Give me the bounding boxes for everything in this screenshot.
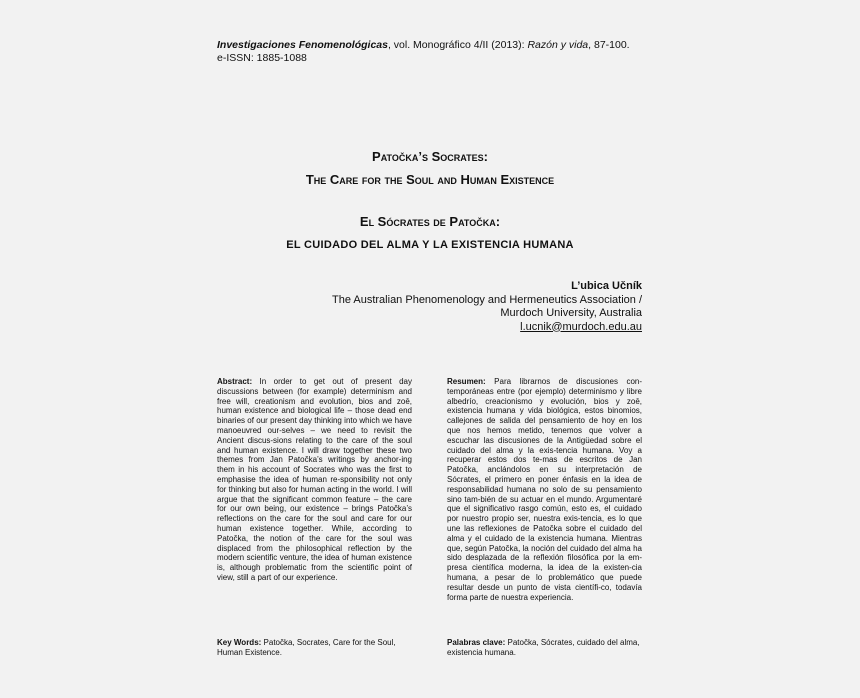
keywords-label: Key Words: xyxy=(217,638,262,647)
abstract-text: In order to get out of present day discussions between (for example) determinism and free will, creationism and evolution, bios and zoē, human existence and biological life – those dead end binaries of our present day thinking into which we have manoeuvred our-selves – we need to revisit the Ancient discus-sions relating to the care of the soul and human existence. I will draw together these two themes from Jan Patočka’s writings by anchor-ing them in his account of Socrates who was the first to emphasise the idea of human re-sponsibility not only for thinking but also for human acting in the world. I will argue that the significant common feature – the care for our own being, our existence – brings Patočka’s reflections on the care for the soul and care for our human existence together. While, according to Patočka, the notion of the care for the soul was displaced from the philosophical reflection by the modern scientific venture, the idea of human existence is, although problematic from the scientific point of view, still a part of our experience. xyxy=(217,377,412,582)
author-affiliation-2: Murdoch University, Australia xyxy=(500,307,642,319)
volume-info: , vol. Monográfico 4/II (2013): xyxy=(387,39,528,51)
author-name: L’ubica Učník xyxy=(571,280,642,292)
title-spanish-main: El Sócrates de Patočka: xyxy=(359,214,501,229)
issue-title: Razón y vida xyxy=(527,39,589,51)
resumen-label: Resumen: xyxy=(447,377,486,386)
keywords-text: Patočka, Socrates, Care for the Soul, Human Existence. xyxy=(217,638,396,657)
title-spanish-subtitle: EL CUIDADO DEL ALMA Y LA EXISTENCIA HUMANA xyxy=(286,239,574,251)
journal-name: Investigaciones Fenomenológicas xyxy=(217,39,388,51)
abstract-english xyxy=(217,377,412,583)
resumen-text: Para librarnos de discusiones con-temporáneas entre (por ejemplo) determinismo y libre albedrío, creacionismo y evolución, bios y zoē, existencia humana y vida biológica, estos binomios, callejones de salida del pensamiento de hoy en los que nos hemos metido, tenemos que volver a escuchar las discusiones de la Antigüedad sobre el cuidado del alma y la exis-tencia humana. Voy a recuperar estos dos te-mas de escritos de Jan Patočka, anclándolos en su interpretación de Sócrates, el primero en poner énfasis en la idea de responsabilidad humana no solo de su pensamiento sino tam-bién de su actuar en el mundo. Argumentaré que el significativo rasgo común, esto es, el cuidado por nuestro propio ser, nuestra exis-tencia, es lo que une las reflexiones de Patočka sobre el cuidado del alma y el cuidado de la existencia humana. Mientras que, según Patočka, la noción del cuidado del alma ha sido desplazada de la reflexión filosófica por la em-presa científica moderna, la idea de la existen-cia humana, a pesar de lo problemático que puede resultar desde un punto de vista científi-co, todavía forma parte de nuestra experiencia. xyxy=(447,377,642,602)
eissn: e-ISSN: 1885-1088 xyxy=(217,52,307,64)
keywords-spanish xyxy=(447,638,642,658)
citation-line xyxy=(217,39,630,52)
journal-header xyxy=(217,39,630,65)
keywords-english xyxy=(217,638,412,658)
abstract-spanish xyxy=(447,377,642,602)
abstract-label: Abstract: xyxy=(217,377,253,386)
palabras-text: Patočka, Sócrates, cuidado del alma, existencia humana. xyxy=(447,638,640,657)
title-english-main: Patočka’s Socrates: xyxy=(372,149,488,164)
author-email-link[interactable]: l.ucnik@murdoch.edu.au xyxy=(520,320,642,333)
author-block xyxy=(332,280,642,334)
author-affiliation-1: The Australian Phenomenology and Hermeneutics Association / xyxy=(331,293,642,306)
title-english-subtitle: The Care for the Soul and Human Existence xyxy=(305,172,555,187)
palabras-label: Palabras clave: xyxy=(447,638,506,647)
page-range: , 87-100. xyxy=(588,39,630,51)
